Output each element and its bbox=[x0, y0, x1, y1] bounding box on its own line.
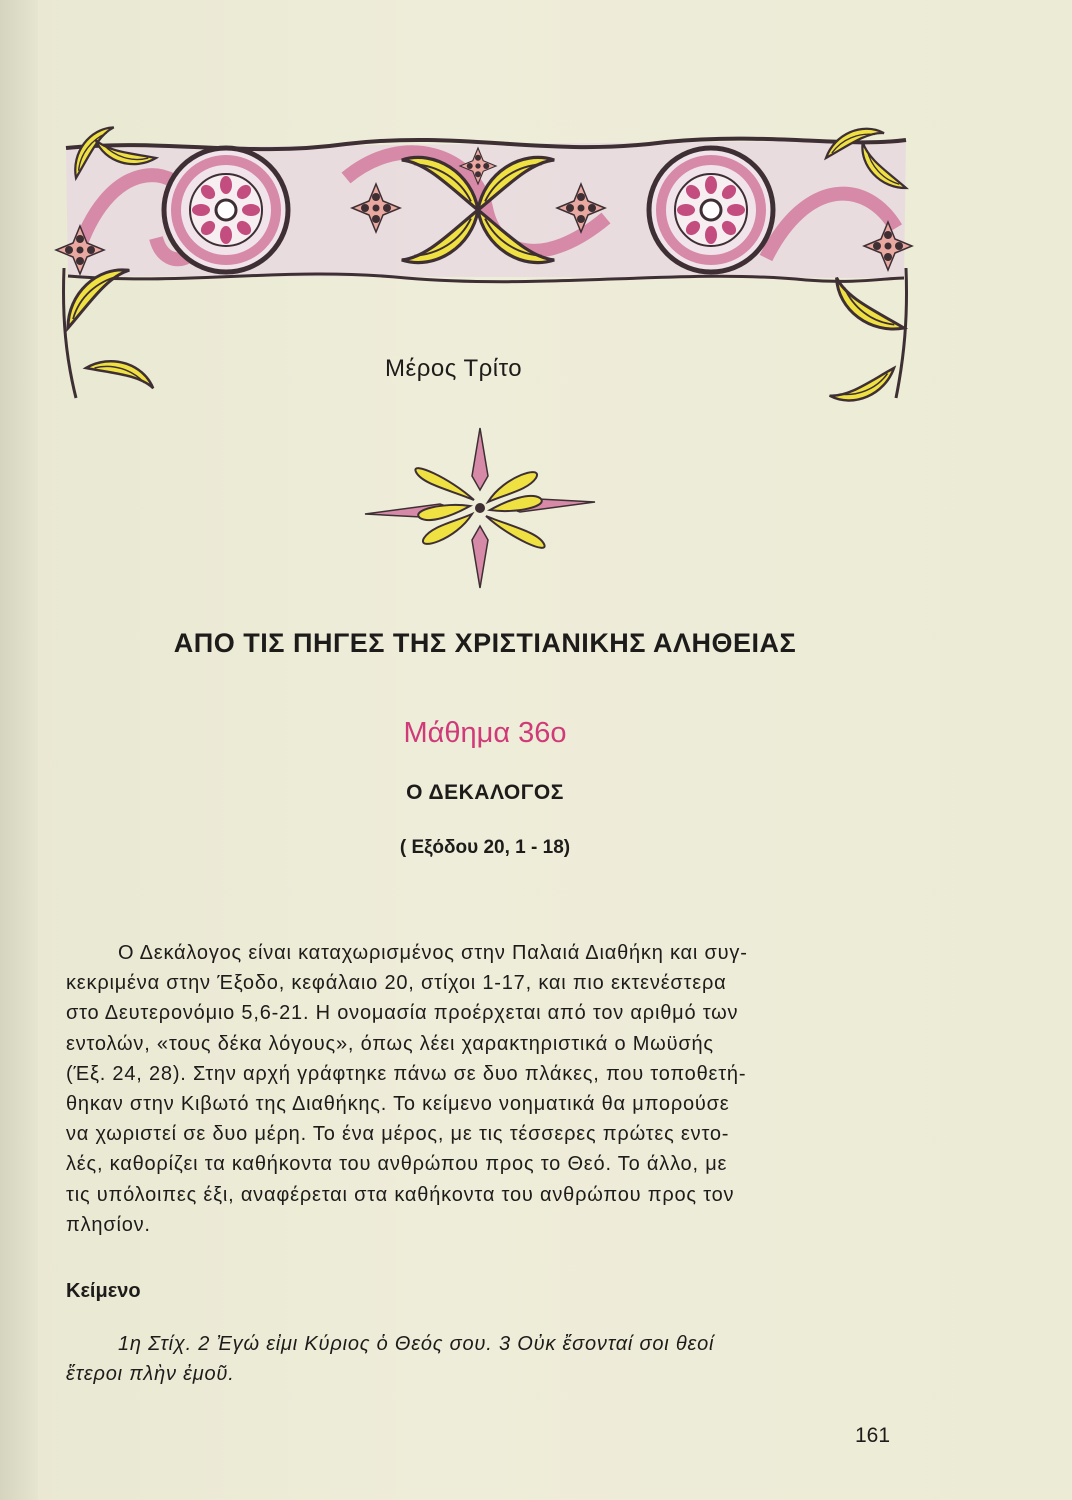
paragraph-line: κεκριμένα στην Έξοδο, κεφάλαιο 20, στίχοι 1-17, και πιο εκτενέστερα bbox=[66, 972, 727, 995]
scripture-quote bbox=[66, 1329, 906, 1389]
paragraph-line: θηκαν στην Κιβωτό της Διαθήκης. Το κείμενο νοηματικά θα μπορούσε bbox=[66, 1092, 730, 1115]
paragraph-line: (Έξ. 24, 28). Στην αρχή γράφτηκε πάνω σε δυο πλάκες, που τοποθετή- bbox=[66, 1062, 747, 1085]
quote-line: ἕτεροι πλὴν ἐμοῦ. bbox=[66, 1363, 235, 1385]
lesson-title: Μάθημα 36ο bbox=[403, 717, 567, 749]
text-heading: Κείμενο bbox=[66, 1280, 141, 1302]
paragraph-line: στο Δευτερονόμιο 5,6-21. Η ονομασία προέρχεται από τον αριθμό των bbox=[66, 1002, 739, 1025]
page-number: 161 bbox=[855, 1424, 891, 1447]
scripture-reference: ( Εξόδου 20, 1 - 18) bbox=[399, 837, 571, 858]
page-gutter-shadow bbox=[0, 0, 38, 1500]
body-paragraph bbox=[66, 938, 904, 1240]
quote-line: 1η Στίχ. 2 Ἐγώ εἰμι Κύριος ὁ Θεός σου. 3 Οὐκ ἔσονταί σοι θεοί bbox=[118, 1333, 715, 1355]
paragraph-line: λές, καθορίζει τα καθήκοντα του ανθρώπου προς το Θεό. Το άλλο, με bbox=[66, 1153, 728, 1176]
paragraph-line: εντολών, «τους δέκα λόγους», όπως λέει χαρακτηριστικά ο Μωϋσής bbox=[66, 1032, 714, 1055]
paragraph-line: πλησίον. bbox=[66, 1213, 151, 1236]
lesson-subject: Ο ΔΕΚΑΛΟΓΟΣ bbox=[406, 781, 564, 804]
paragraph-line: τις υπόλοιπες έξι, αναφέρεται στα καθήκοντα του ανθρώπου προς τον bbox=[66, 1183, 735, 1206]
paragraph-line: Ο Δεκάλογος είναι καταχωρισμένος στην Παλαιά Διαθήκη και συγ- bbox=[118, 942, 748, 964]
star-ornament bbox=[360, 420, 600, 590]
paragraph-line: να χωριστεί σε δυο μέρη. Το ένα μέρος, με τις τέσσερες πρώτες εντο- bbox=[66, 1123, 730, 1146]
section-title: ΑΠΟ ΤΙΣ ΠΗΓΕΣ ΤΗΣ ΧΡΙΣΤΙΑΝΙΚΗΣ ΑΛΗΘΕΙΑΣ bbox=[173, 628, 797, 658]
part-title: Μέρος Τρίτο bbox=[385, 355, 523, 382]
